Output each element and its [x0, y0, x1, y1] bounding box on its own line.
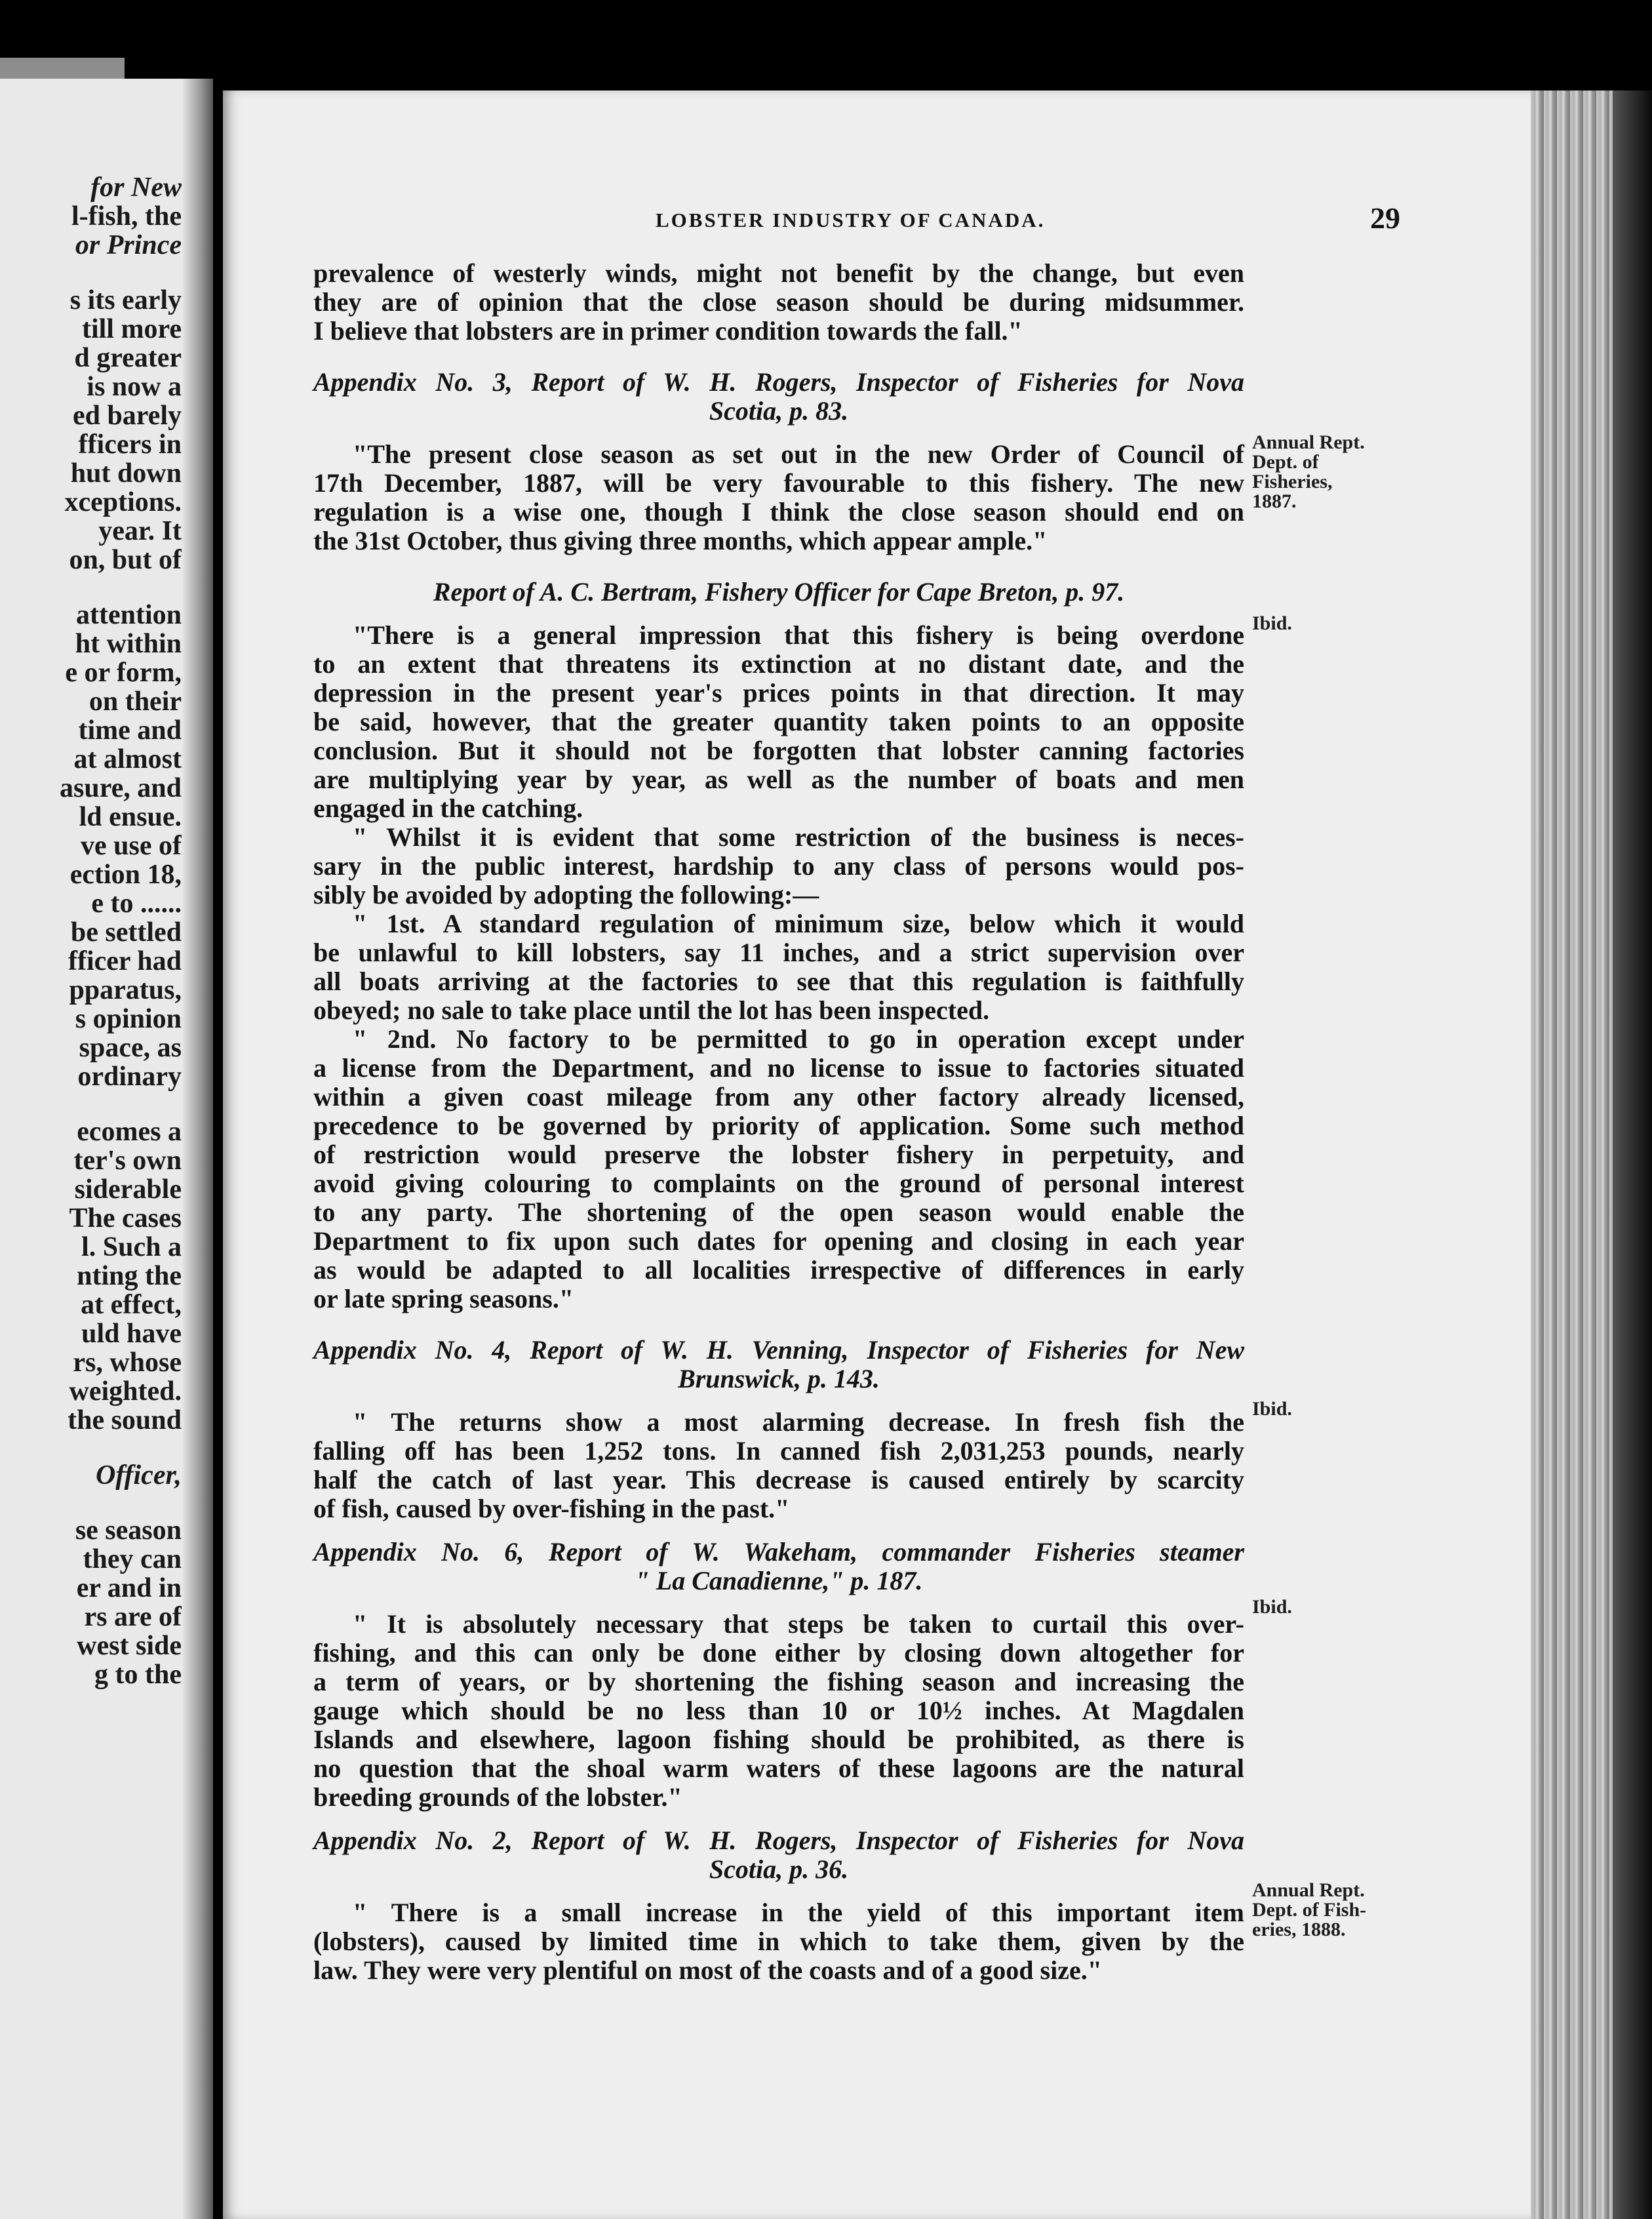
left-page-fragment: attention [76, 600, 182, 630]
text-line: the 31st October, thus giving three months, which appear ample." [313, 526, 1048, 555]
left-page-fragment: year. It [98, 516, 182, 546]
text-line: a term of years, or by shortening the fishing season and increasing the [313, 1667, 1244, 1696]
heading-line: Scotia, p. 83. [709, 396, 849, 426]
text-line: "There is a general impression that this fishery is being overdone [353, 620, 1244, 650]
left-page-fragment: ection 18, [69, 860, 182, 890]
quote-paragraph [313, 1025, 1244, 1313]
quote-paragraph [313, 440, 1244, 555]
left-page-fragment: ordinary [77, 1062, 182, 1092]
left-page-fragment: nting the [77, 1261, 182, 1291]
text-line: "The present close season as set out in the new Order of Council of [353, 439, 1244, 469]
text-line: regulation is a wise one, though I think the close season should end on [313, 497, 1244, 527]
left-page-fragment: The cases [69, 1203, 182, 1233]
text-line: (lobsters), caused by limited time in which to take them, given by the [313, 1927, 1244, 1956]
quote-paragraph [313, 1408, 1244, 1523]
left-page-fragment: fficers in [78, 430, 182, 460]
left-page-fragment: on, but of [69, 545, 182, 575]
text-line: sary in the public interest, hardship to any class of persons would pos- [313, 851, 1244, 881]
left-page-fragment: rs, whose [73, 1348, 182, 1378]
text-line: are multiplying year by year, as well as the number of boats and men [313, 765, 1244, 794]
left-page-fragment: e to ...... [91, 889, 182, 919]
source-heading: Report of A. C. Bertram, Fishery Officer for Cape Breton, p. 97. [433, 577, 1125, 607]
text-line: " 2nd. No factory to be permitted to go in operation except under [353, 1024, 1244, 1054]
left-page-fragment: e or form, [65, 658, 182, 688]
left-page-fragment: s opinion [75, 1004, 182, 1034]
left-page-fragment: uld have [81, 1319, 182, 1349]
heading-line: Scotia, p. 36. [709, 1854, 849, 1884]
source-heading [313, 1538, 1244, 1595]
source-heading [313, 1826, 1244, 1884]
text-line: falling off has been 1,252 tons. In canned fish 2,031,253 pounds, nearly [313, 1436, 1244, 1466]
text-line: within a given coast mileage from any other factory already licensed, [313, 1082, 1244, 1111]
text-line: " It is absolutely necessary that steps be taken to curtail this over- [353, 1609, 1244, 1639]
text-line: be unlawful to kill lobsters, say 11 inches, and a strict supervision over [313, 938, 1244, 967]
text-line: a license from the Department, and no license to issue to factories situated [313, 1053, 1244, 1083]
text-line: to an extent that threatens its extinction at no distant date, and the [313, 649, 1244, 679]
text-line: " There is a small increase in the yield of this important item [353, 1898, 1244, 1927]
text-line: " The returns show a most alarming decrease. In fresh fish the [353, 1407, 1244, 1437]
text-line: " 1st. A standard regulation of minimum size, below which it would [353, 909, 1244, 938]
book-gutter [182, 79, 213, 2219]
left-page-fragment: is now a [87, 372, 182, 402]
text-line: conclusion. But it should not be forgotten that lobster canning factories [313, 736, 1244, 765]
left-page-fragment: se season [75, 1515, 182, 1546]
running-header: LOBSTER INDUSTRY OF CANADA. [656, 209, 1046, 231]
left-page-fragment: er and in [76, 1573, 182, 1603]
source-heading [313, 368, 1244, 426]
text-line: Islands and elsewhere, lagoon fishing should be prohibited, as there is [313, 1725, 1244, 1754]
margin-note: Annual Rept. Dept. of Fisheries, 1887. [1252, 431, 1365, 512]
body-text [313, 259, 1244, 1985]
left-page-fragment: xceptions. [64, 487, 182, 517]
source-heading [313, 1336, 1244, 1393]
left-page-fragment: hut down [70, 458, 182, 489]
left-page-fragment: they can [83, 1544, 182, 1574]
left-page-fragment: time and [78, 715, 182, 746]
text-line: I believe that lobsters are in primer condition towards the fall." [313, 316, 1023, 346]
text-line: no question that the shoal warm waters of these lagoons are the natural [313, 1753, 1244, 1783]
left-page-fragment: siderable [74, 1174, 182, 1205]
text-line: as would be adapted to all localities irrespective of differences in early [313, 1255, 1244, 1285]
heading-line: Appendix No. 6, Report of W. Wakeham, commander Fisheries steamer [313, 1537, 1244, 1567]
quote-paragraph [313, 1898, 1244, 1985]
text-line: fishing, and this can only be done either by closing down altogether for [313, 1638, 1244, 1668]
heading-line: " La Canadienne," p. 187. [635, 1566, 923, 1595]
quote-paragraph [313, 1610, 1244, 1812]
left-page-fragment: d greater [74, 343, 182, 373]
left-page-fragment: on their [88, 687, 182, 717]
left-page-fragment: be settled [70, 917, 182, 948]
quote-paragraph [313, 910, 1244, 1025]
text-line: engaged in the catching. [313, 793, 583, 823]
text-line: precedence to be governed by priority of application. Some such method [313, 1111, 1244, 1140]
text-line: depression in the present year's prices points in that direction. It may [313, 678, 1244, 708]
scan-edge-strip [0, 58, 125, 79]
left-page-fragment: ter's own [73, 1146, 182, 1176]
page-number: 29 [1370, 201, 1400, 235]
text-line: be said, however, that the greater quantity taken points to an opposite [313, 707, 1244, 736]
left-page-fragment: at almost [73, 744, 182, 774]
left-page-fragment: or Prince [75, 230, 182, 260]
heading-line: Appendix No. 2, Report of W. H. Rogers, Inspector of Fisheries for Nova [313, 1826, 1244, 1855]
text-line: law. They were very plentiful on most of the coasts and of a good size." [313, 1955, 1102, 1985]
heading-line: Brunswick, p. 143. [678, 1364, 880, 1393]
text-line: sibly be avoided by adopting the following:— [313, 880, 819, 910]
heading-line: Appendix No. 3, Report of W. H. Rogers, Inspector of Fisheries for Nova [313, 367, 1244, 397]
text-line: all boats arriving at the factories to see that this regulation is faithfully [313, 967, 1244, 996]
left-page-fragment: l. Such a [81, 1232, 182, 1262]
left-page-fragment: for New [90, 172, 182, 203]
text-line: to any party. The shortening of the open season would enable the [313, 1197, 1244, 1227]
left-page-fragment: ecomes a [77, 1117, 182, 1147]
margin-note: Ibid. [1252, 612, 1292, 634]
left-page-fragment: ht within [75, 629, 182, 659]
left-page-fragment: the sound [68, 1405, 182, 1435]
left-page-fragment: pparatus, [69, 975, 182, 1005]
margin-note: Ibid. [1252, 1596, 1292, 1618]
text-line: prevalence of westerly winds, might not benefit by the change, but even [313, 258, 1244, 288]
text-line: 17th December, 1887, will be very favourable to this fishery. The new [313, 468, 1244, 498]
left-page-fragment: ed barely [72, 401, 182, 431]
quote-paragraph [313, 823, 1244, 910]
paragraph [313, 259, 1244, 346]
text-line: of restriction would preserve the lobster fishery in perpetuity, and [313, 1140, 1244, 1169]
left-facing-page [0, 79, 213, 2219]
text-line: breeding grounds of the lobster." [313, 1782, 682, 1812]
left-page-fragment: s its early [69, 285, 182, 315]
text-line: obeyed; no sale to take place until the lot has been inspected. [313, 995, 990, 1025]
left-page-fragment: weighted. [69, 1376, 182, 1407]
left-page-fragment: ve use of [81, 831, 182, 861]
text-line: they are of opinion that the close season should be during midsummer. [313, 287, 1244, 317]
left-page-fragment: asure, and [60, 773, 182, 803]
text-line: avoid giving colouring to complaints on the ground of personal interest [313, 1169, 1244, 1198]
left-page-fragment: g to the [94, 1660, 182, 1690]
margin-note: Annual Rept. Dept. of Fish- eries, 1888. [1252, 1879, 1367, 1940]
margin-note: Ibid. [1252, 1398, 1292, 1420]
left-page-fragment: space, as [79, 1033, 182, 1063]
left-page-fragment: Officer, [95, 1460, 182, 1490]
text-line: of fish, caused by over-fishing in the past." [313, 1494, 790, 1523]
left-page-fragment: till more [81, 314, 182, 344]
heading-line: Appendix No. 4, Report of W. H. Venning, Inspector of Fisheries for New [313, 1335, 1244, 1365]
text-line: Department to fix upon such dates for opening and closing in each year [313, 1226, 1244, 1256]
text-line: gauge which should be no less than 10 or 10½ inches. At Magdalen [313, 1696, 1244, 1725]
text-line: " Whilst it is evident that some restriction of the business is neces- [353, 822, 1244, 852]
left-page-fragment: fficer had [68, 946, 182, 976]
left-page-fragment: ld ensue. [79, 802, 182, 832]
quote-paragraph [313, 621, 1244, 823]
left-page-fragment: l-fish, the [71, 201, 182, 231]
left-page-fragment: at effect, [81, 1290, 182, 1320]
text-line: half the catch of last year. This decrease is caused entirely by scarcity [313, 1465, 1244, 1494]
left-page-fragment: rs are of [84, 1602, 182, 1632]
page-fore-edge [1531, 90, 1652, 2219]
left-page-fragment: west side [77, 1631, 182, 1661]
text-line: or late spring seasons." [313, 1284, 574, 1313]
